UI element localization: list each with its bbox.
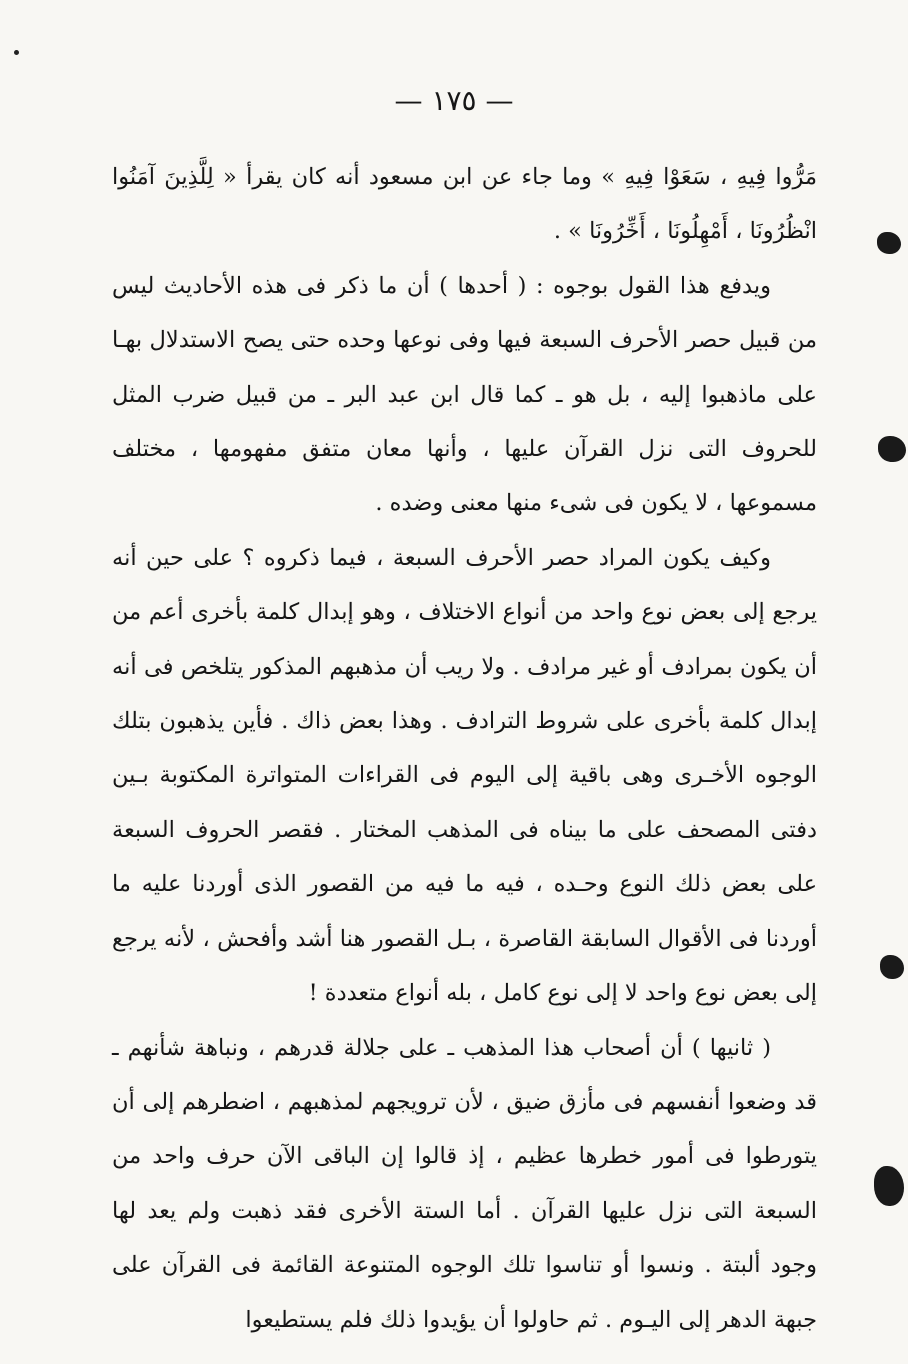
paragraph: ويدفع هذا القول بوجوه : ( أحدها ) أن ما ذكر فى هذه الأحاديث ليس من قبيل حصر الأحرف السبعة فيها وفى نوعها وحده حتى يصح الاستدلال بهـا على ماذهبوا إليه ، بل هو ـ كما قال ابن عبد البر ـ من قبيل ضرب المثل للحروف التى نزل القرآن عليها ، وأنها معان متفق مفهومها ، مختلف مسموعها ، لا يكون فى شىء منها معنى وضده . bbox=[112, 272, 817, 517]
scan-mark bbox=[880, 955, 904, 979]
scan-mark bbox=[877, 232, 901, 254]
paragraph: مَرُّوا فِيهِ ، سَعَوْا فِيهِ » وما جاء عن ابن مسعود أنه كان يقرأ « لِلَّذِينَ آمَنُوا انْظُرُونَا ، أَمْهِلُونَا ، أَخِّرُونَا » . bbox=[112, 164, 817, 245]
body-text bbox=[112, 150, 817, 1347]
page-number: — ١٧٥ — bbox=[394, 84, 514, 117]
scan-mark bbox=[874, 1166, 904, 1206]
paragraph: ( ثانيها ) أن أصحاب هذا المذهب ـ على جلالة قدرهم ، ونباهة شأنهم ـ قد وضعوا أنفسهم فى مأزق ضيق ، لأن ترويجهم لمذهبهم ، اضطرهم إلى أن يتورطوا فى أمور خطرها عظيم ، إذ قالوا إن الباقى الآن حرف واحد من السبعة التى نزل عليها القرآن . أما الستة الأخرى فقد ذهبت ولم يعد لها وجود ألبتة . ونسوا أو تناسوا تلك الوجوه المتنوعة القائمة فى القرآن على جبهة الدهر إلى اليـوم . ثم حاولوا أن يؤيدوا ذلك فلم يستطيعوا bbox=[112, 1034, 817, 1333]
scan-mark bbox=[878, 436, 906, 462]
paragraph: وكيف يكون المراد حصر الأحرف السبعة ، فيما ذكروه ؟ على حين أنه يرجع إلى بعض نوع واحد من أنواع الاختلاف ، وهو إبدال كلمة بأخرى أعم من أن يكون بمرادف أو غير مرادف . ولا ريب أن مذهبهم المذكور يتلخص فى أنه إبدال كلمة بأخرى على شروط الترادف . وهذا بعض ذاك . فأين يذهبون بتلك الوجوه الأخـرى وهى باقية إلى اليوم فى القراءات المتواترة المكتوبة بـين دفتى المصحف على ما بيناه فى المذهب المختار . فقصر الحروف السبعة على بعض ذلك النوع وحـده ، فيه ما فيه من القصور الذى أوردنا عليه ما أوردنا فى الأقوال السابقة القاصرة ، بـل القصور هنا أشد وأفحش ، لأنه يرجع إلى بعض نوع واحد لا إلى نوع كامل ، بله أنواع متعددة ! bbox=[112, 544, 817, 1007]
scan-speck bbox=[14, 50, 19, 55]
